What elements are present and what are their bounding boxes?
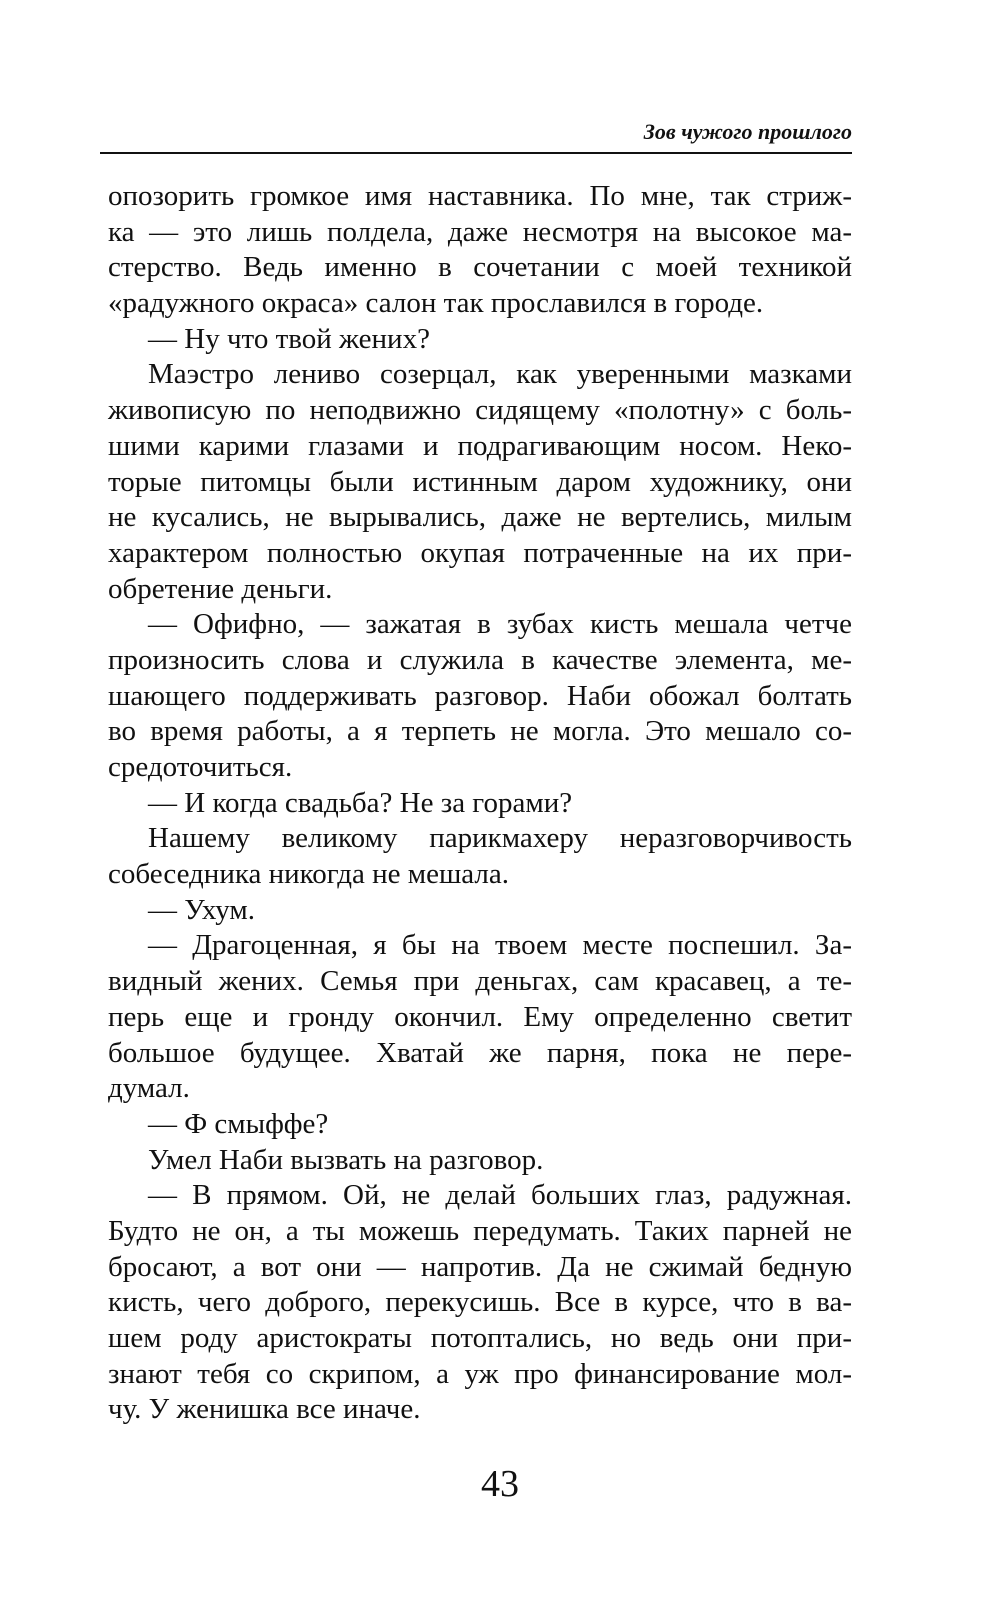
text-line: — Офифно, — зажатая в зубах кисть мешала четче [148, 608, 852, 641]
text-line: — Драгоценная, я бы на твоем месте поспешил. За- [148, 929, 852, 962]
text-line: произносить слова и служила в качестве элемента, ме- [108, 643, 852, 676]
text-line: живописую по неподвижно сидящему «полотну» с боль- [108, 394, 852, 427]
text-line: — И когда свадьба? Не за горами? [148, 786, 573, 819]
text-line: Умел Наби вызвать на разговор. [148, 1143, 544, 1176]
text-line: кисть, чего доброго, перекусишь. Все в курсе, что в ва- [108, 1286, 852, 1319]
text-line: видный жених. Семья при деньгах, сам красавец, а те- [108, 965, 852, 998]
text-line: стерство. Ведь именно в сочетании с моей техникой [108, 251, 852, 284]
text-line: во время работы, а я терпеть не могла. Это мешало со- [108, 715, 852, 748]
text-line: Будто не он, а ты можешь передумать. Таких парней не [108, 1214, 852, 1247]
text-line: — Ухум. [148, 893, 255, 926]
text-line: ка — это лишь полдела, даже несмотря на высокое ма- [108, 215, 852, 248]
text-line: средоточиться. [108, 751, 293, 783]
running-head-title: Зов чужого прошлого [643, 119, 852, 144]
text-line: опозорить громкое имя наставника. По мне, так стриж- [108, 180, 852, 212]
text-line: шающего поддерживать разговор. Наби обожал болтать [108, 679, 852, 712]
text-line: думал. [108, 1072, 190, 1105]
body-text [108, 179, 852, 1428]
text-line: — В прямом. Ой, не делай больших глаз, радужная. [148, 1179, 852, 1212]
text-line: Нашему великому парикмахеру неразговорчивость [148, 822, 852, 855]
text-line: перь еще и гронду окончил. Ему определенно светит [108, 1000, 852, 1033]
text-line: Маэстро лениво созерцал, как уверенными мазками [148, 358, 852, 391]
text-line: чу. У женишка все иначе. [108, 1393, 421, 1426]
text-line: торые питомцы были истинным даром художнику, они [108, 465, 852, 498]
text-line: шими карими глазами и подрагивающим носом. Неко- [108, 429, 852, 462]
text-line: обретение деньги. [108, 572, 333, 605]
text-line: не кусались, не вырывались, даже не вертелись, милым [108, 501, 852, 534]
text-line: знают тебя со скрипом, а уж про финансирование мол- [108, 1357, 852, 1390]
text-line: шем роду аристократы потоптались, но ведь они при- [108, 1322, 852, 1354]
text-line: «радужного окраса» салон так прославился в городе. [108, 287, 764, 320]
text-line: — Ну что твой жених? [148, 322, 430, 355]
text-line: — Ф смыффе? [148, 1107, 329, 1140]
text-line: большое будущее. Хватай же парня, пока не пере- [108, 1036, 852, 1069]
page-number: 43 [481, 1463, 519, 1505]
text-line: собеседника никогда не мешала. [108, 858, 510, 891]
running-head [100, 112, 852, 154]
text-line: бросают, а вот они — напротив. Да не сжимай бедную [108, 1250, 852, 1283]
text-line: характером полностью окупая потраченные на их при- [108, 536, 852, 569]
